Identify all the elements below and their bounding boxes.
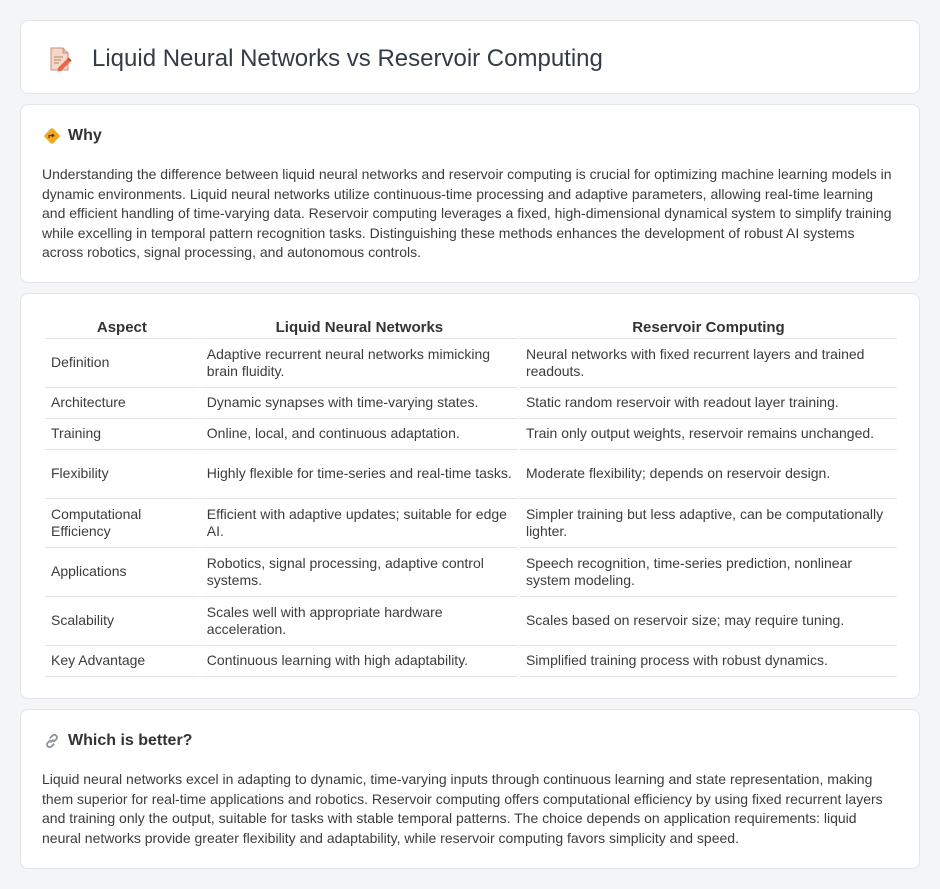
which-better-section: [20, 709, 920, 869]
table-row: [45, 388, 897, 419]
header-liquid: Liquid Neural Networks: [201, 315, 518, 339]
cell-aspect: Scalability: [45, 597, 199, 646]
cell-aspect: Flexibility: [45, 450, 199, 499]
comparison-table: [43, 315, 899, 677]
better-header: [43, 732, 192, 750]
why-heading: Why: [68, 127, 102, 144]
cell-reservoir: Static random reservoir with readout layer training.: [520, 388, 897, 419]
better-text: Liquid neural networks excel in adapting to dynamic, time-varying inputs through continuous learning and state representation, making them superior for real-time applications and robotics. Reservoir computing offers computational efficiency by using fixed recurrent layers and training only the output, suitable for tasks with stable temporal patterns. The choice depends on application requirements: liquid neural networks provide greater flexibility and adaptability, while reservoir computing favors simplicity and speed.: [42, 771, 883, 846]
cell-aspect: Key Advantage: [45, 646, 199, 677]
cell-liquid: Robotics, signal processing, adaptive control systems.: [201, 548, 518, 597]
header-reservoir: Reservoir Computing: [520, 315, 897, 339]
cell-aspect: Architecture: [45, 388, 199, 419]
cell-liquid: Adaptive recurrent neural networks mimicking brain fluidity.: [201, 339, 518, 388]
cell-reservoir: Train only output weights, reservoir remains unchanged.: [520, 419, 897, 450]
table-row: [45, 450, 897, 499]
cell-liquid: Online, local, and continuous adaptation.: [201, 419, 518, 450]
cell-liquid: Dynamic synapses with time-varying states.: [201, 388, 518, 419]
comparison-section: [20, 293, 920, 699]
title-row: [48, 45, 603, 73]
cell-reservoir: Speech recognition, time-series prediction, nonlinear system modeling.: [520, 548, 897, 597]
cell-liquid: Efficient with adaptive updates; suitable for edge AI.: [201, 499, 518, 548]
cell-aspect: Computational Efficiency: [45, 499, 199, 548]
table-row: [45, 646, 897, 677]
header-aspect: Aspect: [45, 315, 199, 339]
cell-reservoir: Simpler training but less adaptive, can be computationally lighter.: [520, 499, 897, 548]
cell-reservoir: Scales based on reservoir size; may require tuning.: [520, 597, 897, 646]
cell-liquid: Scales well with appropriate hardware acceleration.: [201, 597, 518, 646]
table-row: [45, 339, 897, 388]
link-icon: [43, 732, 61, 750]
better-heading: Which is better?: [68, 732, 193, 749]
cell-aspect: Applications: [45, 548, 199, 597]
diamond-sign-icon: [43, 127, 61, 145]
cell-reservoir: Moderate flexibility; depends on reservoir design.: [520, 450, 897, 499]
table-row: [45, 419, 897, 450]
cell-aspect: Definition: [45, 339, 199, 388]
page-title: Liquid Neural Networks vs Reservoir Computing: [92, 45, 603, 72]
table-row: [45, 597, 897, 646]
cell-reservoir: Simplified training process with robust dynamics.: [520, 646, 897, 677]
document-pencil-icon: [48, 46, 72, 72]
table-row: [45, 499, 897, 548]
cell-reservoir: Neural networks with fixed recurrent layers and trained readouts.: [520, 339, 897, 388]
table-header-row: [45, 315, 897, 339]
why-text: Understanding the difference between liquid neural networks and reservoir computing is crucial for optimizing machine learning models in dynamic environments. Liquid neural networks utilize continuous-time processing and adaptive parameters, allowing real-time learning and efficient handling of time-varying data. Reservoir computing leverages a fixed, high-dimensional dynamical system to simplify training while excelling in temporal pattern recognition tasks. Distinguishing these methods enhances the development of robust AI systems across robotics, signal processing, and autonomous controls.: [42, 166, 892, 261]
cell-liquid: Highly flexible for time-series and real-time tasks.: [201, 450, 518, 499]
table-row: [45, 548, 897, 597]
cell-aspect: Training: [45, 419, 199, 450]
cell-liquid: Continuous learning with high adaptability.: [201, 646, 518, 677]
why-section: [20, 104, 920, 283]
why-header: [43, 127, 102, 145]
title-card: [20, 20, 920, 94]
